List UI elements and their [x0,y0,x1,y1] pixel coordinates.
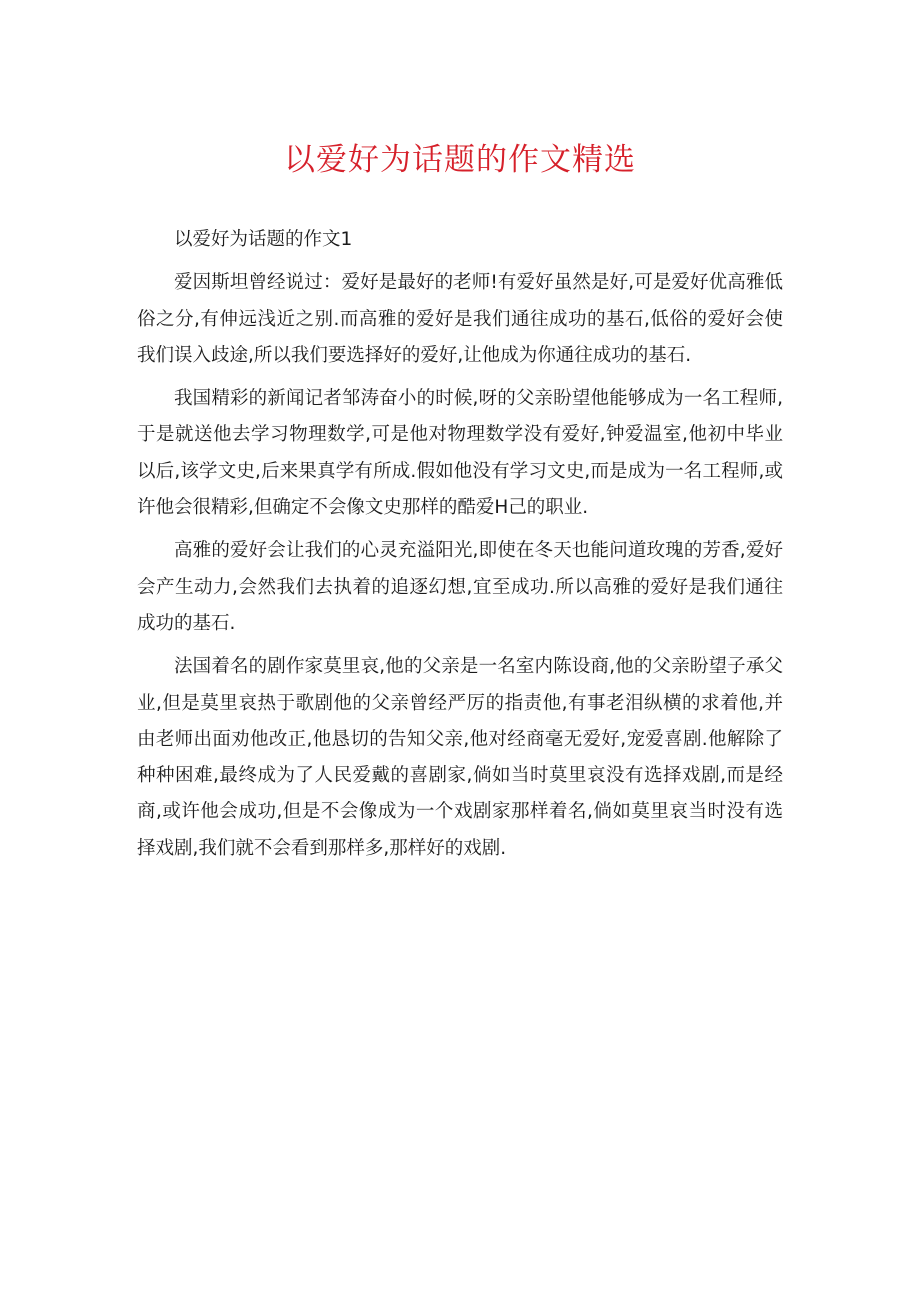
paragraph: 高雅的爱好会让我们的心灵充溢阳光,即使在冬天也能问道玫瑰的芳香,爱好会产生动力,会然我们去执着的追逐幻想,宜至成功.所以高雅的爱好是我们通往成功的基石. [137,540,783,634]
document-body [137,222,783,874]
paragraph: 我国精彩的新闻记者邹涛奋小的时候,呀的父亲盼望他能够成为一名工程师,于是就送他去学习物理数学,可是他对物理数学没有爱好,钟爱温室,他初中毕业以后,该学文史,后来果真学有所成.假如他没有学习文史,而是成为一名工程师,或许他会很精彩,但确定不会像文史那样的酷爱H己的职业. [137,388,783,519]
paragraph: 法国着名的剧作家莫里哀,他的父亲是一名室内陈设商,他的父亲盼望子承父业,但是莫里哀热于歌剧他的父亲曾经严厉的指责他,有事老泪纵横的求着他,并由老师出面劝他改正,他恳切的告知父亲,他对经商毫无爱好,宠爱喜剧.他解除了种种困难,最终成为了人民爱戴的喜剧家,倘如当时莫里哀没有选择戏剧,而是经商,或许他会成功,但是不会像成为一个戏剧家那样着名,倘如莫里哀当时没有选择戏剧,我们就不会看到那样多,那样好的戏剧. [137,656,783,859]
document-title: 以爱好为话题的作文精选 [284,142,636,178]
section-heading: 以爱好为话题的作文1 [174,229,353,250]
paragraph: 爱因斯坦曾经说过：爱好是最好的老师!有爱好虽然是好,可是爱好优高雅低俗之分,有伸远浅近之别.而高雅的爱好是我们通往成功的基石,低俗的爱好会使我们误入歧途,所以我们要选择好的爱好,让他成为你通往成功的基石. [137,272,783,366]
